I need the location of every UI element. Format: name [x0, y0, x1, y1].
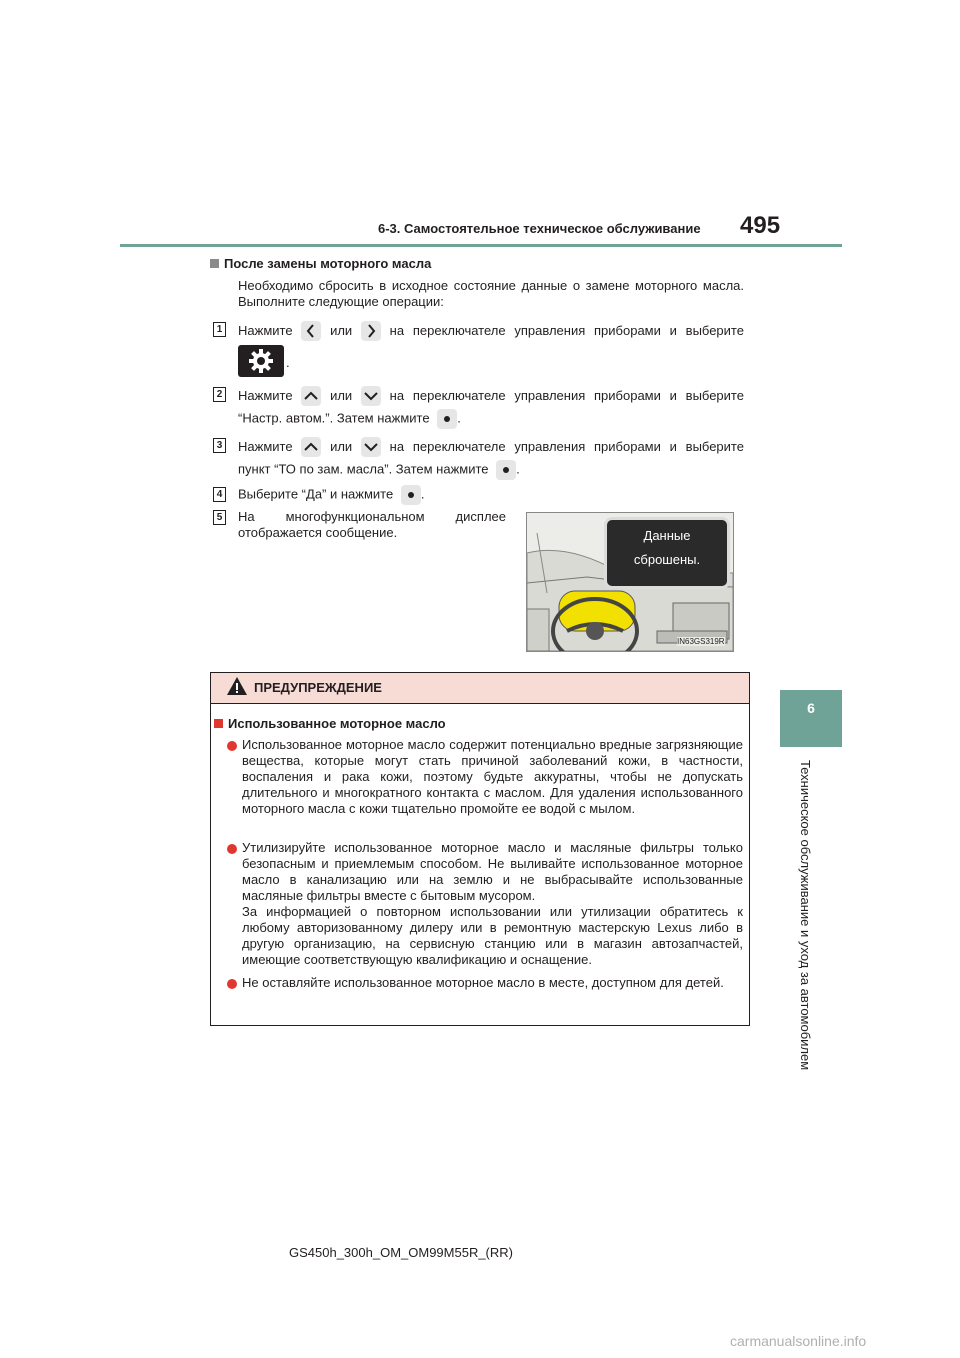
word: управления: [514, 388, 586, 403]
step-number: 5: [213, 510, 226, 525]
word: и: [669, 388, 677, 403]
section-heading: [210, 256, 431, 271]
message-line-2: сброшены.: [633, 552, 701, 567]
chevron-up-icon: [301, 437, 321, 457]
chapter-number: 6: [807, 700, 815, 716]
word: управления: [514, 439, 586, 454]
step-1-line-1: [238, 321, 744, 341]
word: Нажмите: [238, 323, 293, 338]
word: выберите: [685, 388, 744, 403]
step-number: 2: [213, 387, 226, 402]
word: выберите: [685, 323, 744, 338]
word: приборами: [594, 388, 661, 403]
period: .: [420, 486, 425, 502]
intro-text: Необходимо сбросить в исходное состояние данные о замене моторного масла. Выполните следующие операции:: [238, 278, 744, 309]
chevron-left-icon: [301, 321, 321, 341]
step-3-line-1: [238, 437, 744, 457]
chevron-up-icon: [301, 386, 321, 406]
step-text: “Настр. автом.”. Затем нажмите: [238, 410, 430, 426]
step-text: пункт “ТО по зам. масла”. Затем нажмите: [238, 461, 489, 477]
step-3-line-2: [238, 460, 744, 480]
warning-bullet-3: Не оставляйте использованное моторное масло в месте, доступном для детей.: [242, 975, 724, 990]
word: выберите: [685, 439, 744, 454]
period: .: [516, 461, 520, 477]
word: управления: [514, 323, 586, 338]
enter-dot-icon: [437, 409, 457, 429]
bullet-icon: [227, 844, 237, 854]
warning-bullet-2-continued: За информацией о повторном использовании или утилизации обратитесь к любому авторизованному дилеру или в ремонтную мастерскую Lexus либо в другую организацию, на сервисную станцию или в магазин автозапчастей, имеющие соответствующую квалификацию и оснащение.: [242, 904, 743, 967]
image-code: IN63GS319R: [677, 637, 725, 646]
step-4-line: [238, 485, 744, 505]
word: на: [389, 388, 405, 403]
step-number: 1: [213, 322, 226, 337]
step-number: 4: [213, 487, 226, 502]
message-popup: [604, 517, 730, 589]
chevron-right-icon: [361, 321, 381, 341]
header-rule: [120, 244, 842, 247]
bullet-icon: [227, 979, 237, 989]
warning-title: ПРЕДУПРЕЖДЕНИЕ: [254, 680, 382, 695]
section-heading-text: После замены моторного масла: [224, 256, 432, 271]
step-5-line-2: отображается сообщение.: [238, 525, 398, 540]
warning-bullet-1: Использованное моторное масло содержит потенциально вредные загрязняющие вещества, которые могут стать причиной заболеваний кожи, в частности, воспаления и рака кожи, поэтому будьте аккуратны, чтобы не допускать длительного и многократного контакта с маслом. Для удаления использованного моторного масла с кожи тщательно промойте ее водой с мылом.: [242, 737, 743, 816]
step-number: 3: [213, 438, 226, 453]
step-1-period: .: [286, 355, 290, 370]
header-title: 6-3. Самостоятельное техническое обслуживание: [378, 221, 701, 236]
settings-gear-icon: [238, 345, 284, 377]
document-code: GS450h_300h_OM_OM99M55R_(RR): [289, 1245, 513, 1260]
page-number: 495: [740, 212, 781, 239]
chevron-down-icon: [361, 386, 381, 406]
word: переключателе: [412, 439, 506, 454]
word: приборами: [594, 439, 661, 454]
enter-dot-icon: [401, 485, 421, 505]
word: и: [669, 323, 677, 338]
word: или: [330, 388, 353, 403]
word: переключателе: [412, 323, 506, 338]
enter-dot-icon: [496, 460, 516, 480]
warning-bullet-2: Утилизируйте использованное моторное масло и масляные фильтры только безопасным и приемлемым способом. Не выливайте использованное моторное масло в канализацию или на землю и не выбрасывайте использованные масляные фильтры вместе с бытовым мусором.: [242, 840, 743, 903]
step-text: Выберите “Да” и нажмите: [238, 486, 394, 502]
message-line-1: Данные: [643, 528, 691, 543]
chapter-title: Техническое обслуживание и уход за автомобилем: [798, 760, 813, 1071]
square-bullet-icon: [210, 259, 219, 268]
warning-subheading: [214, 716, 446, 731]
chevron-down-icon: [361, 437, 381, 457]
word: Нажмите: [238, 388, 293, 403]
word: переключателе: [412, 388, 506, 403]
word: на: [389, 439, 405, 454]
word: и: [669, 439, 677, 454]
warning-triangle-icon: [226, 676, 248, 701]
chapter-tab: [780, 690, 842, 747]
step-5-line-1: На многофункциональном дисплее: [238, 509, 506, 524]
word: Нажмите: [238, 439, 293, 454]
square-bullet-icon: [214, 719, 223, 728]
bullet-icon: [227, 741, 237, 751]
word: или: [330, 323, 353, 338]
word: на: [389, 323, 405, 338]
period: .: [457, 410, 461, 426]
word: приборами: [594, 323, 661, 338]
watermark: carmanualsonline.info: [730, 1333, 867, 1349]
step-2-line-2: [238, 409, 744, 429]
step-2-line-1: [238, 386, 744, 406]
word: или: [330, 439, 353, 454]
warning-subheading-text: Использованное моторное масло: [228, 716, 446, 731]
